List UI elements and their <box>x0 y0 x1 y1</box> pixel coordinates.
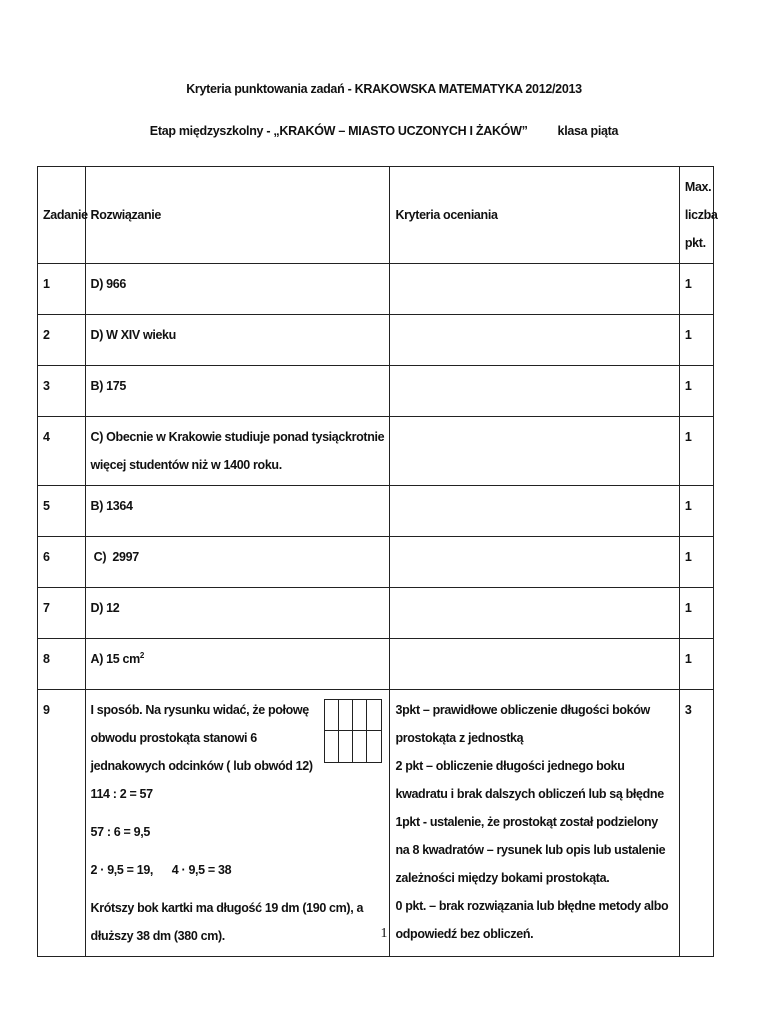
solution-answer: Krótszy bok kartki ma długość 19 dm (190 cm), a dłuższy 38 dm (380 cm). <box>90 901 364 943</box>
task-max-points: 1 <box>679 315 713 366</box>
task-solution: D) W XIV wieku <box>85 315 390 366</box>
task-max-points: 1 <box>679 486 713 537</box>
page-subtitle <box>0 124 768 138</box>
task-number: 6 <box>38 537 86 588</box>
task-criteria <box>390 486 679 537</box>
task-solution <box>85 639 390 690</box>
task-max-points: 1 <box>679 588 713 639</box>
table-row <box>38 588 714 639</box>
task-number: 5 <box>38 486 86 537</box>
task-criteria <box>390 537 679 588</box>
table-row <box>38 315 714 366</box>
solution-line: 57 : 6 = 9,5 <box>90 825 150 839</box>
column-header-max-points <box>679 167 718 264</box>
table-row <box>38 486 714 537</box>
task-criteria <box>390 315 679 366</box>
table-row <box>38 639 714 690</box>
task-solution: B) 1364 <box>85 486 390 537</box>
task-number: 8 <box>38 639 86 690</box>
task-max-points: 1 <box>679 639 713 690</box>
task-number: 4 <box>38 417 86 486</box>
solution-line: 2 · 9,5 = 19, 4 · 9,5 = 38 <box>90 863 232 877</box>
task-max-points: 3 <box>679 690 713 957</box>
unit-exponent: 2 <box>139 650 144 660</box>
task-number: 1 <box>38 264 86 315</box>
column-header-task: Zadanie <box>38 167 86 264</box>
table-row <box>38 690 714 957</box>
task-max-points: 1 <box>679 537 713 588</box>
task-max-points: 1 <box>679 366 713 417</box>
table-row <box>38 264 714 315</box>
criteria-item: 1pkt - ustalenie, że prostokąt został podzielony na 8 kwadratów – rysunek lub opis lub ustalenie zależności między bokami prostokąta. <box>395 815 666 885</box>
task-solution: D) 966 <box>85 264 390 315</box>
task-number: 9 <box>38 690 86 957</box>
rectangle-grid-figure <box>324 699 382 763</box>
task-criteria <box>390 417 679 486</box>
task-max-points: 1 <box>679 417 713 486</box>
column-header-criteria: Kryteria oceniania <box>390 167 679 264</box>
max-header-line: Max. <box>684 180 712 194</box>
scoring-table <box>37 166 718 957</box>
task-number: 3 <box>38 366 86 417</box>
task-solution: C) Obecnie w Krakowie studiuje ponad tysiąckrotnie więcej studentów niż w 1400 roku. <box>85 417 390 486</box>
task-number: 7 <box>38 588 86 639</box>
task-number: 2 <box>38 315 86 366</box>
table-header-row <box>38 167 714 264</box>
max-header-line: pkt. <box>684 236 706 250</box>
method-label: I sposób. <box>90 703 143 717</box>
solution-base: A) 15 cm <box>90 652 140 666</box>
solution-line: Na rysunku widać, że połowę obwodu prostokąta stanowi 6 jednakowych odcinków ( lub obwód 12) 114 : 2 = 57 <box>90 703 313 801</box>
max-header-line: liczba <box>684 208 718 222</box>
task-criteria <box>390 588 679 639</box>
grade-label: klasa piąta <box>557 124 619 138</box>
table-row <box>38 537 714 588</box>
criteria-item: 3pkt – prawidłowe obliczenie długości boków prostokąta z jednostką <box>395 703 650 745</box>
task-solution: D) 12 <box>85 588 390 639</box>
page-number: 1 <box>380 926 388 941</box>
task-solution: C) 2997 <box>85 537 390 588</box>
task-criteria <box>390 366 679 417</box>
page-title: Kryteria punktowania zadań - KRAKOWSKA MATEMATYKA 2012/2013 <box>186 82 582 96</box>
task-criteria <box>390 690 679 957</box>
stage-label: Etap międzyszkolny - „KRAKÓW – MIASTO UCZONYCH I ŻAKÓW” <box>149 124 528 138</box>
table-row <box>38 417 714 486</box>
criteria-item: 0 pkt. – brak rozwiązania lub błędne metody albo odpowiedź bez obliczeń. <box>395 899 669 941</box>
task-criteria <box>390 639 679 690</box>
task-solution <box>85 690 390 957</box>
table-row <box>38 366 714 417</box>
task-solution: B) 175 <box>85 366 390 417</box>
task-criteria <box>390 264 679 315</box>
criteria-item: 2 pkt – obliczenie długości jednego boku kwadratu i brak dalszych obliczeń lub są błędne <box>395 759 664 801</box>
task-max-points: 1 <box>679 264 713 315</box>
column-header-solution: Rozwiązanie <box>85 167 390 264</box>
